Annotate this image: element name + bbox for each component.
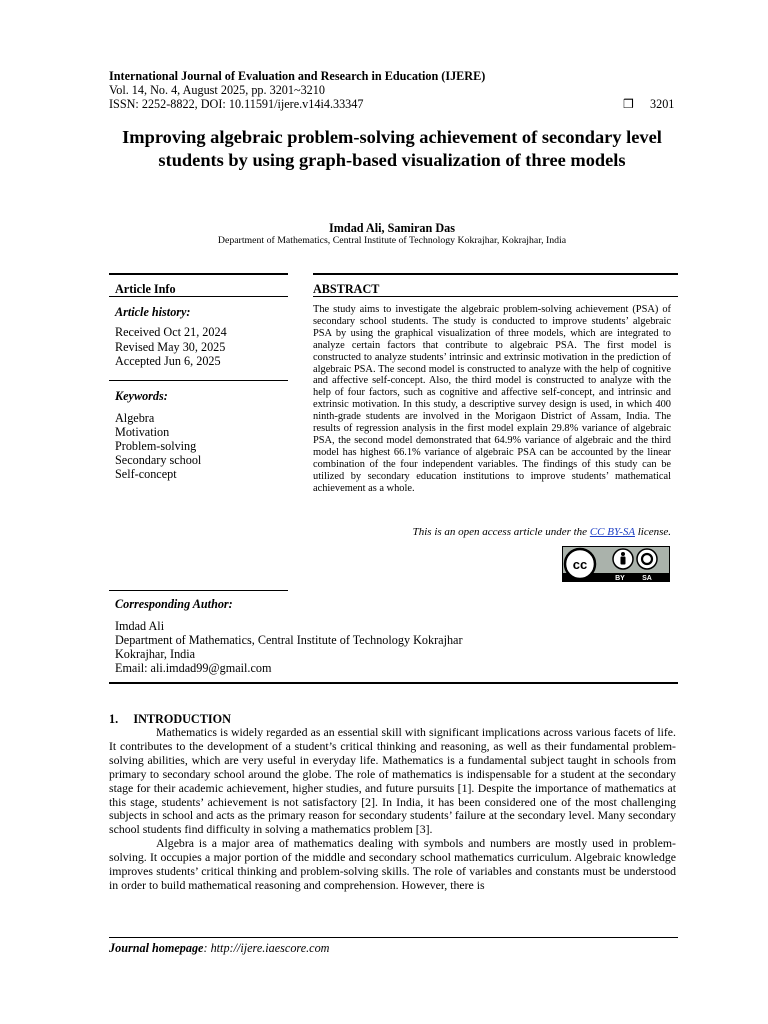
- abstract-top-rule: [313, 273, 678, 275]
- license-link[interactable]: CC BY-SA: [589, 526, 635, 538]
- corresponding-email[interactable]: Email: ali.imdad99@gmail.com: [115, 661, 272, 675]
- introduction-paragraph: Algebra is a major area of mathematics dealing with symbols and numbers are mostly used in problem-solving. It occupies a major portion of the middle and secondary school mathematics curriculum. Algebraic knowledge improves students’ critical thinking and problem-solving skills. The role of variables and constants must be understood in order to build mathematical reasoning and comprehension. However, there is: [109, 836, 676, 892]
- badge-by-label: BY: [615, 575, 625, 582]
- journal-homepage: [109, 941, 329, 956]
- paper-title: Improving algebraic problem-solving achievement of secondary level students by using graph-based visualization of three models: [122, 127, 662, 170]
- keyword-item: Secondary school: [115, 453, 202, 467]
- keyword-item: Problem-solving: [115, 439, 197, 453]
- corresponding-top-rule: [109, 590, 288, 591]
- article-info-heading: Article Info: [115, 282, 176, 296]
- page-number: 3201: [650, 97, 675, 111]
- journal-issn: ISSN: 2252-8822, DOI: 10.11591/ijere.v14i4.33347: [109, 97, 364, 111]
- journal-name: International Journal of Evaluation and Research in Education (IJERE): [109, 69, 486, 83]
- open-access-prefix: This is an open access article under the: [412, 526, 590, 538]
- abstract-heading: ABSTRACT: [313, 282, 380, 296]
- corresponding-name: Imdad Ali: [115, 619, 165, 633]
- keyword-item: Algebra: [115, 411, 155, 425]
- article-history-heading: Article history:: [115, 305, 191, 319]
- introduction-paragraph: Mathematics is widely regarded as an essential skill with significant implications across various facets of life. It contributes to the development of a student’s critical thinking and reasoning, as well as their fundamental problem-solving abilities, which are very useful in everyday life. Mathematics is a fundamental subject taught in schools from primary to secondary school around the globe. The role of mathematics is indispensable for a student at the secondary stage for their academic achievement, higher studies, and future pursuits [1]. Despite the importance of mathematics at this stage, students’ achievement is not satisfactory [2]. In India, it has been considered one of the most challenging subjects in school and acts as the primary reason for secondary students’ failure at the secondary level. Many secondary school students find difficulty in solving a mathematics problem [3].: [109, 725, 676, 837]
- revised-date: Revised May 30, 2025: [115, 340, 226, 354]
- journal-homepage-label: Journal homepage: [109, 941, 204, 955]
- corresponding-location: Kokrajhar, India: [115, 647, 196, 661]
- open-access-note: [313, 526, 671, 538]
- keyword-item: Self-concept: [115, 467, 177, 481]
- keyword-item: Motivation: [115, 425, 170, 439]
- accepted-date: Accepted Jun 6, 2025: [115, 354, 221, 368]
- badge-sa-label: SA: [642, 575, 652, 582]
- paper-authors: Imdad Ali, Samiran Das: [329, 221, 455, 235]
- journal-homepage-url[interactable]: : http://ijere.iaescore.com: [203, 941, 330, 955]
- received-date: Received Oct 21, 2024: [115, 325, 227, 339]
- introduction-section: [109, 712, 676, 893]
- open-access-suffix: license.: [634, 526, 671, 538]
- abstract-sub-rule: [313, 296, 678, 297]
- corresponding-bottom-rule: [109, 682, 678, 684]
- keywords-heading: Keywords:: [115, 389, 168, 403]
- cc-by-sa-badge[interactable]: [562, 546, 670, 582]
- journal-volume: Vol. 14, No. 4, August 2025, pp. 3201~3210: [109, 83, 325, 97]
- footer-rule: [109, 937, 678, 938]
- svg-text:cc: cc: [572, 557, 588, 572]
- abstract-text: The study aims to investigate the algebraic problem-solving achievement (PSA) of secondary school students. The study is conducted to improve students’ algebraic PSA by using the graphical visualization of three models, which are integrated to analyze certain factors that contribute to algebraic PSA. The first model is constructed to analyze students’ intrinsic and extrinsic motivation in the prediction of algebraic PSA. The second model is constructed to analyze with the help of cognitive and affective self-concept. Also, the third model is constructed to analyze with the help of four factors, such as cognitive and affective self-concept, and intrinsic and extrinsic motivation. In this study, a descriptive survey design is used, in which 400 ninth-grade students are involved in the Morigaon District of Assam, India. The results of regression analysis in the first model explain 29.8% variance of algebraic PSA, the second model demonstrated that 64.9% variance of algebraic and the third model has highest 66.1% variance of algebraic PSA can be accounted by the linear combination of the four independent variables. The findings of this study can be utilized by secondary education institutions to improve students’ mathematical achievement as a whole.: [313, 304, 671, 494]
- paper-affiliation: Department of Mathematics, Central Institute of Technology Kokrajhar, Kokrajhar, India: [217, 235, 567, 246]
- introduction-heading: 1. INTRODUCTION: [109, 712, 231, 726]
- page-symbol-icon: ❒: [623, 97, 634, 111]
- corresponding-dept: Department of Mathematics, Central Institute of Technology Kokrajhar: [115, 633, 463, 647]
- info-sub-rule: [109, 296, 288, 297]
- corresponding-heading: Corresponding Author:: [115, 597, 233, 611]
- history-rule: [109, 380, 288, 381]
- info-top-rule: [109, 273, 288, 275]
- cc-by-sa-logo-icon: [562, 546, 670, 582]
